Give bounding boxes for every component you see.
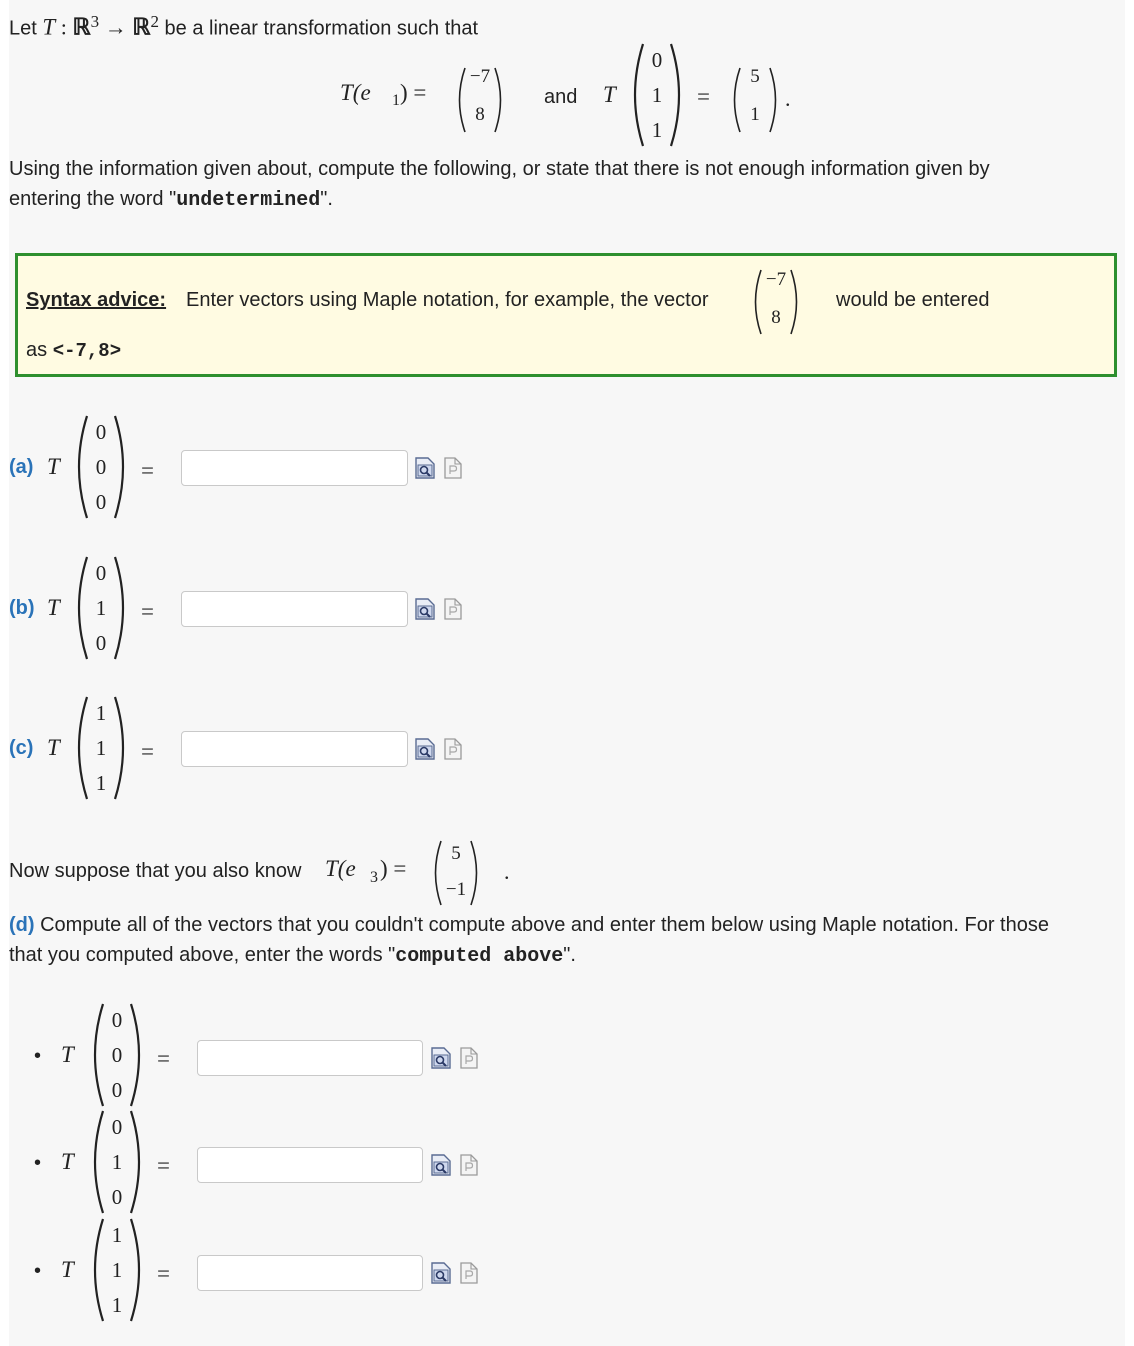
intro-codomain: ℝ — [132, 14, 151, 40]
part-label: (a) — [9, 456, 34, 478]
part-d-text: (d) Compute all of the vectors that you couldn't compute above and enter them below using Maple notation. For those that you computed above, enter the words "computed above". — [9, 914, 1049, 968]
help-document-icon[interactable] — [443, 737, 463, 761]
part-label: (b) — [9, 597, 35, 619]
vector-entry: 5 — [451, 843, 461, 864]
keyword-computed-above: computed above — [395, 945, 564, 968]
given-sub1: 1 — [392, 92, 400, 109]
answer-input-b[interactable] — [181, 591, 408, 627]
vector-entry: 1 — [95, 771, 107, 795]
equals-sign: = — [157, 1261, 170, 1286]
suppose-vector — [428, 837, 484, 909]
help-document-icon[interactable] — [443, 456, 463, 480]
vector-entry: 5 — [750, 66, 760, 87]
intro-rest: be a linear transformation such that — [164, 17, 479, 40]
transform-T: T — [61, 1042, 74, 1067]
syntax-advice-label[interactable]: Syntax advice: — [26, 289, 167, 311]
instructions — [9, 154, 1119, 216]
input-vector — [71, 553, 131, 663]
intro-T: T — [42, 14, 56, 40]
suppose-te3: T(e — [325, 856, 356, 881]
answer-input-d-1[interactable] — [197, 1040, 423, 1076]
vector-entry: 0 — [95, 455, 107, 479]
keyword-undetermined: undetermined — [176, 189, 321, 212]
transform-T: T — [47, 735, 60, 760]
input-vector — [71, 412, 131, 522]
bullet: • — [34, 1045, 42, 1067]
intro-colon: : — [60, 14, 67, 40]
intro-let: Let — [9, 17, 37, 40]
vector-entry: 1 — [95, 701, 107, 725]
vector-entry: 0 — [95, 561, 107, 585]
given-te1: T(e — [340, 80, 371, 105]
vector-entry: −7 — [765, 269, 787, 290]
vector-entry: −7 — [469, 66, 491, 87]
preview-answer-icon[interactable] — [414, 456, 436, 480]
equals-sign: = — [141, 458, 154, 483]
syntax-advice-text: Enter vectors using Maple notation, for example, the vector — [186, 289, 709, 311]
equals-sign: = — [157, 1153, 170, 1178]
given-equation — [0, 40, 1134, 150]
vector-entry: 1 — [111, 1293, 123, 1317]
input-vector — [71, 693, 131, 803]
intro-arrow: → — [104, 14, 127, 40]
answer-input-c[interactable] — [181, 731, 408, 767]
suppose-period: . — [504, 859, 510, 884]
part-d-line-2: that you computed above, enter the words " — [9, 944, 396, 966]
help-document-icon[interactable] — [459, 1153, 479, 1177]
preview-answer-icon[interactable] — [430, 1046, 452, 1070]
suppose-close-eq: ) = — [380, 856, 407, 881]
instructions-line-2: entering the word "undetermined". — [9, 188, 333, 212]
vector-entry: −1 — [445, 879, 467, 900]
vector-entry: 1 — [111, 1150, 123, 1174]
given-input-vector — [627, 40, 687, 150]
equals-sign: = — [157, 1046, 170, 1071]
instructions-line-1: Using the information given about, compute the following, or state that there is not enough information given by — [9, 158, 990, 180]
given-close-eq: ) = — [400, 80, 427, 105]
intro-codomain-exp: 2 — [150, 12, 159, 31]
given-vector-2 — [727, 64, 783, 136]
intro-domain: ℝ — [72, 14, 91, 40]
vector-entry: 1 — [750, 104, 760, 125]
given-T: T — [603, 82, 616, 107]
part-d-row — [0, 1215, 1134, 1327]
syntax-as: as — [26, 339, 48, 361]
syntax-code: <-7,8> — [52, 340, 122, 362]
help-document-icon[interactable] — [443, 597, 463, 621]
vector-entry: 1 — [651, 118, 663, 142]
answer-input-d-2[interactable] — [197, 1147, 423, 1183]
vector-entry: 0 — [651, 48, 663, 72]
part-d-row — [0, 1107, 1134, 1219]
preview-answer-icon[interactable] — [430, 1261, 452, 1285]
given-and: and — [544, 86, 578, 108]
vector-entry: 8 — [475, 104, 485, 125]
vector-entry: 0 — [111, 1043, 123, 1067]
vector-entry: 0 — [111, 1078, 123, 1102]
vector-entry: 1 — [651, 83, 663, 107]
suppose-line — [0, 835, 1134, 907]
given-eq: = — [697, 84, 710, 109]
input-vector — [87, 1107, 147, 1217]
part-label: (c) — [9, 737, 34, 759]
preview-answer-icon[interactable] — [430, 1153, 452, 1177]
suppose-text: Now suppose that you also know — [9, 860, 302, 882]
vector-entry: 1 — [95, 596, 107, 620]
preview-answer-icon[interactable] — [414, 737, 436, 761]
help-document-icon[interactable] — [459, 1261, 479, 1285]
part-row — [0, 553, 1134, 665]
given-vector-1 — [452, 64, 508, 136]
syntax-after: would be entered — [836, 289, 990, 311]
vector-entry: 0 — [111, 1115, 123, 1139]
transform-T: T — [61, 1257, 74, 1282]
vector-entry: 0 — [111, 1008, 123, 1032]
vector-entry: 0 — [111, 1185, 123, 1209]
transform-T: T — [61, 1149, 74, 1174]
equals-sign: = — [141, 599, 154, 624]
vector-entry: 0 — [95, 631, 107, 655]
part-d-label: (d) — [9, 914, 35, 936]
answer-input-a[interactable] — [181, 450, 408, 486]
part-row — [0, 693, 1134, 805]
vector-entry: 1 — [95, 736, 107, 760]
preview-answer-icon[interactable] — [414, 597, 436, 621]
transform-T: T — [47, 454, 60, 479]
equals-sign: = — [141, 739, 154, 764]
transform-T: T — [47, 595, 60, 620]
part-d-line-1: Compute all of the vectors that you couldn't compute above and enter them below using Maple notation. For those — [40, 914, 1049, 936]
help-document-icon[interactable] — [459, 1046, 479, 1070]
input-vector — [87, 1000, 147, 1110]
given-period: . — [785, 86, 791, 111]
input-vector — [87, 1215, 147, 1325]
bullet: • — [34, 1260, 42, 1282]
syntax-advice-box — [15, 253, 1117, 377]
intro-domain-exp: 3 — [90, 12, 100, 31]
intro-line — [9, 12, 478, 41]
part-d-row — [0, 1000, 1134, 1112]
bullet: • — [34, 1152, 42, 1174]
vector-entry: 1 — [111, 1223, 123, 1247]
part-row — [0, 412, 1134, 524]
vector-entry: 1 — [111, 1258, 123, 1282]
syntax-example-vector — [748, 266, 804, 338]
vector-entry: 8 — [771, 307, 781, 328]
vector-entry: 0 — [95, 490, 107, 514]
vector-entry: 0 — [95, 420, 107, 444]
answer-input-d-3[interactable] — [197, 1255, 423, 1291]
suppose-sub3: 3 — [370, 869, 378, 886]
